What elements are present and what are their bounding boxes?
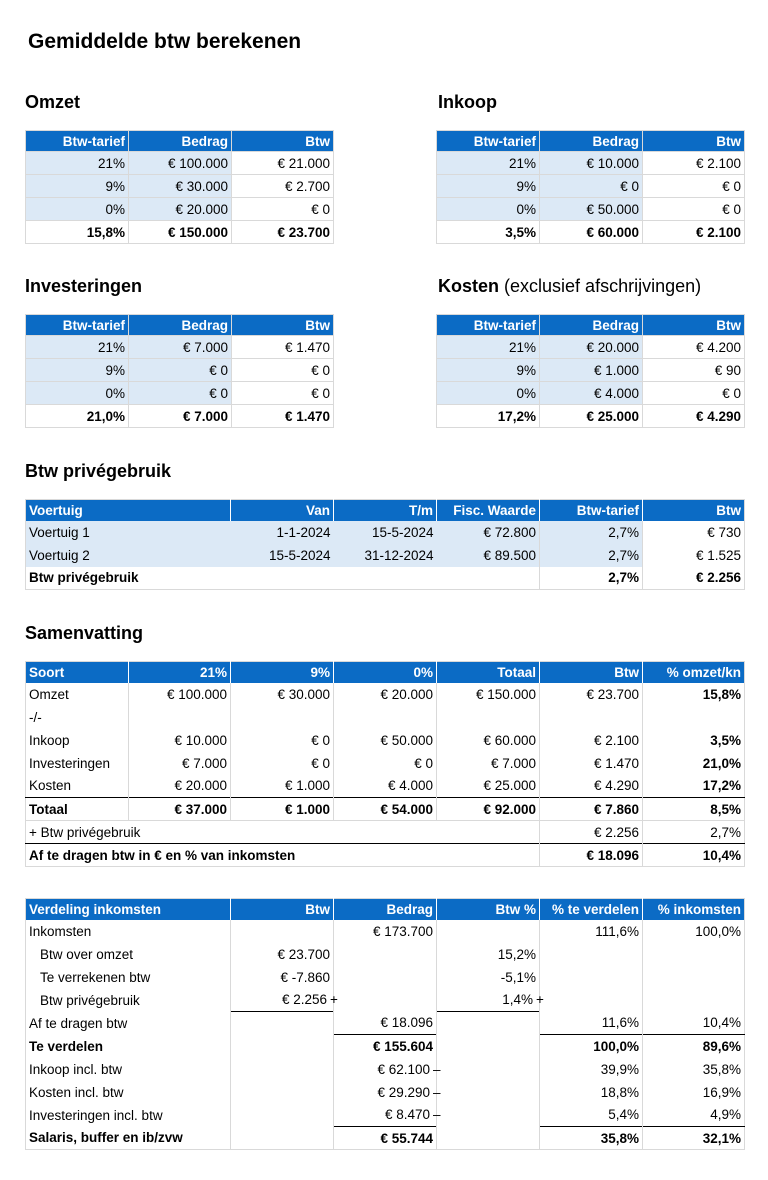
- col-btw-tarief: Btw-tarief: [437, 315, 540, 336]
- cell: € 173.700: [334, 920, 437, 943]
- table-row: [437, 198, 745, 221]
- table-row: [26, 1012, 745, 1035]
- cell: Af te dragen btw in € en % van inkomsten: [26, 844, 540, 867]
- cell: -5,1%: [437, 966, 540, 989]
- cell: 10,4%: [643, 844, 745, 867]
- table-row: [26, 198, 334, 221]
- cell: 32,1%: [643, 1127, 745, 1150]
- prive-table: [25, 499, 745, 590]
- kosten-table: [436, 314, 745, 428]
- cell: 2,7%: [540, 567, 643, 590]
- table-row: [26, 382, 334, 405]
- cell: 2,7%: [540, 544, 643, 567]
- col-van: Van: [231, 500, 334, 521]
- table-row: [26, 752, 745, 775]
- col-fisc-waarde: Fisc. Waarde: [437, 500, 540, 521]
- cell: 100,0%: [695, 923, 741, 939]
- cell: € 55.744: [334, 1127, 437, 1150]
- cell: € 25.000: [437, 775, 540, 798]
- col-btw-tarief: Btw-tarief: [437, 131, 540, 152]
- cell: € 25.000: [540, 405, 643, 428]
- cell: € 7.000: [129, 752, 231, 775]
- col-btw: Btw: [232, 131, 334, 152]
- total-row: [437, 405, 745, 428]
- inkoop-header-row: [437, 131, 745, 152]
- cell: € 155.604: [334, 1035, 437, 1058]
- cell: 9%: [437, 359, 540, 382]
- cell: € 50.000: [334, 729, 437, 752]
- cell-value: € 62.100: [377, 1061, 430, 1077]
- cell: € 7.000: [437, 752, 540, 775]
- col-bedrag: Bedrag: [334, 899, 437, 920]
- cell: 4,9%: [710, 1107, 741, 1123]
- samenvatting-table: [25, 661, 745, 867]
- cell: € 18.096: [540, 844, 643, 867]
- cell: Inkoop: [26, 729, 129, 752]
- investeringen-heading: Investeringen: [25, 276, 143, 296]
- samenvatting-heading: Samenvatting: [25, 623, 144, 643]
- cell-value: € 29.290: [377, 1084, 430, 1100]
- cell: € 92.000: [437, 798, 540, 821]
- cell: Inkoop incl. btw: [26, 1058, 231, 1081]
- samenvatting-header-row: [26, 662, 745, 683]
- cell: € 0: [129, 359, 232, 382]
- cell: [334, 1081, 441, 1104]
- table-row: [26, 943, 745, 966]
- cell: € 0: [232, 198, 334, 221]
- col-btw: Btw: [643, 131, 745, 152]
- cell: € 4.000: [540, 382, 643, 405]
- cell: 21%: [26, 336, 129, 359]
- cell: Totaal: [26, 798, 129, 821]
- cell: 21%: [26, 152, 129, 175]
- cell: 15,2%: [437, 943, 540, 966]
- cell: Salaris, buffer en ib/zvw: [26, 1127, 231, 1150]
- cell: € 0: [231, 729, 334, 752]
- cell-value: 1,4%: [502, 992, 533, 1008]
- cell: 0%: [26, 198, 129, 221]
- cell: 15-5-2024: [371, 524, 434, 540]
- col-btw: Btw: [643, 500, 745, 521]
- col-pct-te-verdelen: % te verdelen: [540, 899, 643, 920]
- verdeling-table: [25, 898, 745, 1150]
- table-row: [26, 1127, 745, 1150]
- cell: 2,7%: [540, 521, 643, 544]
- cell: 11,6%: [540, 1012, 643, 1035]
- cell: 111,6%: [540, 920, 643, 943]
- cell: € 2.100: [643, 152, 745, 175]
- cell: € 2.256: [540, 821, 643, 844]
- cell: € 90: [643, 359, 745, 382]
- cell: € 60.000: [437, 729, 540, 752]
- cell: € 4.290: [540, 775, 643, 798]
- table-row: [26, 729, 745, 752]
- col-9: 9%: [231, 662, 334, 683]
- cell: € 100.000: [129, 152, 232, 175]
- cell: € 20.000: [334, 683, 437, 706]
- col-totaal: Totaal: [437, 662, 540, 683]
- cell: € 150.000: [129, 221, 232, 244]
- cell: Kosten incl. btw: [26, 1081, 231, 1104]
- cell: € 20.000: [540, 336, 643, 359]
- minus-sign: –: [433, 1061, 441, 1077]
- kosten-heading-main: Kosten: [438, 276, 500, 296]
- cell: € 23.700: [540, 683, 643, 706]
- cell: € 0: [231, 752, 334, 775]
- cell: 21,0%: [26, 405, 129, 428]
- cell: € 150.000: [437, 683, 540, 706]
- verdeling-header-row: [26, 899, 745, 920]
- cell: € 1.000: [231, 775, 334, 798]
- cell: 5,4%: [540, 1104, 643, 1127]
- table-row: [26, 336, 334, 359]
- prive-row: [26, 821, 745, 844]
- cell: 1-1-2024: [276, 524, 331, 540]
- cell: € 0: [643, 198, 745, 221]
- col-verdeling: Verdeling inkomsten: [26, 899, 231, 920]
- col-btw-tarief: Btw-tarief: [540, 500, 643, 521]
- col-btw: Btw: [231, 899, 334, 920]
- cell: 31-12-2024: [364, 547, 434, 563]
- cell: Kosten: [26, 775, 129, 798]
- cell: € 0: [540, 175, 643, 198]
- cell: 3,5%: [710, 732, 741, 748]
- cell: -/-: [26, 706, 129, 729]
- col-soort: Soort: [26, 662, 129, 683]
- col-bedrag: Bedrag: [540, 131, 643, 152]
- prive-heading: Btw privégebruik: [25, 461, 172, 481]
- cell: Omzet: [26, 683, 129, 706]
- cell: € 100.000: [129, 683, 231, 706]
- totaal-row: [26, 798, 745, 821]
- cell: € 4.000: [334, 775, 437, 798]
- cell-value: € 8.470: [384, 1107, 430, 1123]
- col-btw-tarief: Btw-tarief: [26, 131, 129, 152]
- table-row: [26, 920, 745, 943]
- table-row: [437, 152, 745, 175]
- cell: € 0: [334, 752, 437, 775]
- cell: € 2.100: [643, 221, 745, 244]
- table-row: [26, 1081, 745, 1104]
- table-row: [26, 1104, 745, 1127]
- cell: € 0: [129, 382, 232, 405]
- col-btw: Btw: [232, 315, 334, 336]
- cell: Voertuig 2: [29, 547, 90, 563]
- cell: 35,8%: [702, 1061, 741, 1077]
- cell: € 1.470: [232, 405, 334, 428]
- cell: 21%: [437, 336, 540, 359]
- cell: 100,0%: [540, 1035, 643, 1058]
- table-row: [26, 544, 745, 567]
- table-row: [437, 382, 745, 405]
- cell: 9%: [26, 175, 129, 198]
- investeringen-header-row: [26, 315, 334, 336]
- cell: + Btw privégebruik: [26, 821, 540, 844]
- cell: 35,8%: [540, 1127, 643, 1150]
- total-row: [26, 405, 334, 428]
- cell: Af te dragen btw: [26, 1012, 231, 1035]
- cell: € 2.700: [232, 175, 334, 198]
- cell: € 1.470: [232, 336, 334, 359]
- inkoop-table: [436, 130, 745, 244]
- cell: € 18.096: [334, 1012, 437, 1035]
- cell: € 4.200: [643, 336, 745, 359]
- col-btw: Btw: [540, 662, 643, 683]
- cell: 39,9%: [540, 1058, 643, 1081]
- cell: Inkomsten: [26, 920, 231, 943]
- investeringen-table: [25, 314, 334, 428]
- cell: € 30.000: [231, 683, 334, 706]
- plus-sign: +: [536, 992, 544, 1008]
- table-row: [26, 1058, 745, 1081]
- cell: € 89.500: [437, 544, 540, 567]
- col-bedrag: Bedrag: [129, 131, 232, 152]
- cell: 21,0%: [702, 755, 741, 771]
- col-btw-pct: Btw %: [437, 899, 540, 920]
- cell: 16,9%: [702, 1084, 741, 1100]
- omzet-heading: Omzet: [25, 92, 81, 112]
- cell: Voertuig 1: [29, 524, 90, 540]
- cell: € -7.860: [231, 966, 334, 989]
- col-btw-tarief: Btw-tarief: [26, 315, 129, 336]
- cell: Te verrekenen btw: [26, 966, 231, 989]
- col-bedrag: Bedrag: [129, 315, 232, 336]
- cell: € 1.000: [231, 798, 334, 821]
- col-tm: T/m: [334, 500, 437, 521]
- cell: € 0: [643, 382, 745, 405]
- kosten-heading-sub: (exclusief afschrijvingen): [504, 276, 702, 296]
- cell: € 1.000: [540, 359, 643, 382]
- cell: Btw privégebruik: [26, 989, 231, 1012]
- table-row: [26, 989, 745, 1012]
- minus-sign: –: [433, 1084, 441, 1100]
- col-voertuig: Voertuig: [26, 500, 231, 521]
- cell: 9%: [26, 359, 129, 382]
- cell: € 0: [643, 175, 745, 198]
- cell: 17,2%: [437, 405, 540, 428]
- col-21: 21%: [129, 662, 231, 683]
- cell: Te verdelen: [26, 1035, 231, 1058]
- cell: € 10.000: [540, 152, 643, 175]
- cell: € 54.000: [334, 798, 437, 821]
- total-row: [26, 567, 745, 590]
- minus-sign: –: [433, 1107, 441, 1123]
- cell: € 0: [232, 382, 334, 405]
- table-row: [26, 966, 745, 989]
- table-row: [26, 521, 745, 544]
- cell: € 60.000: [540, 221, 643, 244]
- cell: € 2.256: [695, 570, 741, 586]
- table-row: [26, 1035, 745, 1058]
- kosten-header-row: [437, 315, 745, 336]
- cell: Investeringen incl. btw: [26, 1104, 231, 1127]
- cell: Investeringen: [26, 752, 129, 775]
- cell: € 7.860: [540, 798, 643, 821]
- cell: 3,5%: [437, 221, 540, 244]
- cell: € 10.000: [129, 729, 231, 752]
- cell: € 7.000: [129, 336, 232, 359]
- page-title: Gemiddelde btw berekenen: [28, 30, 302, 53]
- table-row: [26, 175, 334, 198]
- cell: [231, 989, 338, 1012]
- cell: 15,8%: [26, 221, 129, 244]
- cell: € 7.000: [129, 405, 232, 428]
- cell-value: € 2.256: [281, 992, 327, 1008]
- col-pct-inkomsten: % inkomsten: [643, 899, 745, 920]
- cell: 89,6%: [643, 1035, 745, 1058]
- cell: € 50.000: [540, 198, 643, 221]
- cell: € 1.525: [643, 544, 745, 567]
- cell: 8,5%: [643, 798, 745, 821]
- col-bedrag: Bedrag: [540, 315, 643, 336]
- cell: 10,4%: [702, 1015, 741, 1031]
- table-row: [437, 336, 745, 359]
- cell: € 20.000: [129, 775, 231, 798]
- col-btw: Btw: [643, 315, 745, 336]
- cell: € 4.290: [643, 405, 745, 428]
- cell: [334, 1104, 441, 1127]
- table-row: [26, 683, 745, 706]
- cell: [437, 989, 544, 1012]
- cell: 0%: [437, 198, 540, 221]
- cell: 0%: [437, 382, 540, 405]
- table-row: [437, 359, 745, 382]
- cell: 17,2%: [702, 778, 741, 794]
- table-row: [437, 175, 745, 198]
- cell: € 72.800: [437, 521, 540, 544]
- col-pct-omzet: % omzet/kn: [643, 662, 745, 683]
- cell: € 1.470: [540, 752, 643, 775]
- table-row: [26, 359, 334, 382]
- omzet-header-row: [26, 131, 334, 152]
- cell: € 0: [232, 359, 334, 382]
- total-row: [26, 221, 334, 244]
- cell: € 23.700: [231, 943, 334, 966]
- cell: € 730: [643, 521, 745, 544]
- cell: 21%: [437, 152, 540, 175]
- cell: € 30.000: [129, 175, 232, 198]
- cell: 0%: [26, 382, 129, 405]
- cell: € 21.000: [232, 152, 334, 175]
- table-row: [26, 152, 334, 175]
- cell: € 20.000: [129, 198, 232, 221]
- omzet-table: [25, 130, 334, 244]
- total-row: [437, 221, 745, 244]
- table-row: [26, 706, 745, 729]
- cell: 18,8%: [540, 1081, 643, 1104]
- cell: € 37.000: [129, 798, 231, 821]
- plus-sign: +: [330, 992, 338, 1008]
- cell: 2,7%: [643, 821, 745, 844]
- col-0: 0%: [334, 662, 437, 683]
- cell: € 23.700: [232, 221, 334, 244]
- cell: 15-5-2024: [268, 547, 331, 563]
- prive-header-row: [26, 500, 745, 521]
- afdragen-row: [26, 844, 745, 867]
- cell: Btw privégebruik: [26, 567, 540, 590]
- cell: 9%: [437, 175, 540, 198]
- table-row: [26, 775, 745, 798]
- cell: [334, 1058, 441, 1081]
- kosten-heading: [438, 276, 701, 297]
- cell: 15,8%: [702, 686, 741, 702]
- cell: € 2.100: [540, 729, 643, 752]
- cell: Btw over omzet: [26, 943, 231, 966]
- inkoop-heading: Inkoop: [438, 92, 497, 112]
